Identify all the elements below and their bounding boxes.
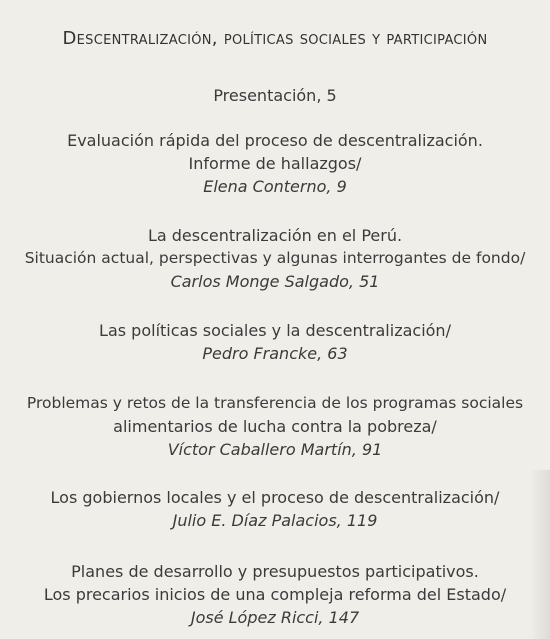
- entry-title-line: Problemas y retos de la transferencia de los programas sociales: [26, 394, 524, 412]
- entry-author: Carlos Monge Salgado, 51: [170, 272, 380, 291]
- entry-title-line: Los gobiernos locales y el proceso de descentralización/: [50, 488, 500, 507]
- entry-title-line: Informe de hallazgos/: [188, 154, 362, 173]
- page-edge-shadow: [530, 470, 550, 639]
- entry-title-line: Planes de desarrollo y presupuestos participativos.: [71, 562, 479, 581]
- entry-title-line: Evaluación rápida del proceso de descentralización.: [67, 131, 483, 150]
- section-heading: Descentralización, políticas sociales y participación: [62, 28, 488, 49]
- toc-entry-presentation: [0, 84, 550, 107]
- toc-entry-caballero: [0, 392, 550, 461]
- entry-author: Víctor Caballero Martín, 91: [167, 440, 383, 459]
- toc-entry-monge: [0, 224, 550, 293]
- toc-entry-diaz: [0, 486, 550, 532]
- entry-author: José López Ricci, 147: [190, 608, 360, 627]
- entry-title-line: Presentación, 5: [213, 86, 337, 105]
- entry-title-line: Situación actual, perspectivas y algunas interrogantes de fondo/: [24, 249, 526, 267]
- entry-author: Elena Conterno, 9: [203, 177, 347, 196]
- entry-title-line: Las políticas sociales y la descentralización/: [99, 321, 451, 340]
- entry-title-line: alimentarios de lucha contra la pobreza/: [113, 417, 437, 436]
- toc-entry-conterno: [0, 129, 550, 198]
- entry-title-line: La descentralización en el Perú.: [147, 226, 403, 245]
- toc-entry-lopez: [0, 560, 550, 629]
- entry-author: Pedro Francke, 63: [202, 344, 348, 363]
- entry-author: Julio E. Díaz Palacios, 119: [172, 511, 378, 530]
- entry-title-line: Los precarios inicios de una compleja reforma del Estado/: [43, 585, 507, 604]
- toc-entry-francke: [0, 319, 550, 365]
